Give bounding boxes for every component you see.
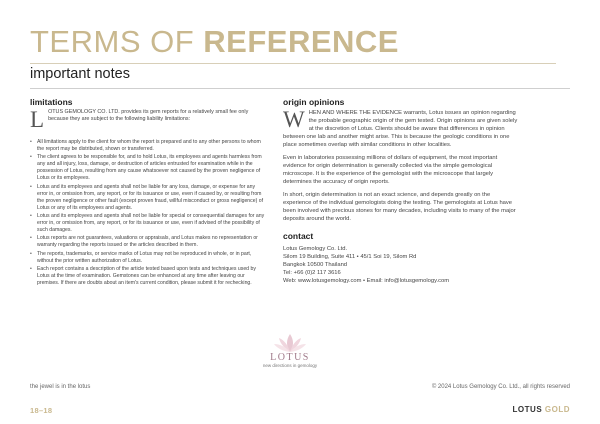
limitations-intro: [30, 109, 267, 130]
title-bold: REFERENCE: [203, 24, 399, 59]
origin-paragraph-2: Even in laboratories possessing millions of dollars of equipment, the most important evidence for origin determination is generally collected via the simple gemological microscope. It is the experience of the gemologist with the microscope that largely determines the accuracy of origin reports.: [283, 155, 498, 185]
contact-company: Lotus Gemology Co. Ltd.: [283, 246, 348, 252]
limitations-list: [30, 139, 267, 287]
limitations-heading: limitations: [30, 97, 73, 107]
logo-name: LOTUS: [270, 352, 310, 363]
brand-lotus: LOTUS: [512, 405, 543, 414]
page-title: [30, 22, 399, 62]
contact-heading: contact: [283, 231, 314, 241]
origin-paragraph-3: In short, origin determination is not an exact science, and depends greatly on the experience of the individual gemologists doing the testing. The gemologists at Lotus have been involved with precious stones for many decades, including visits to many of the major deposits around the world.: [283, 192, 516, 222]
list-item: • Lotus and its employees and agents shall not be liable for any loss, damage, or expense for any error in, or omission from, any report, or for its issuance or use, even if caused by, or resulting from the proven negligence or other fault (except proven fraud, willful misconduct or gross negligence) of Lotus or any of its employees and agents.: [30, 184, 267, 212]
list-item: • Lotus reports are not guarantees, valuations or appraisals, and Lotus makes no representation or warranty regarding the reports issued or the articles described in them.: [30, 235, 267, 249]
lotus-flower-icon: [273, 332, 307, 354]
list-item: • Lotus and its employees and agents shall not be liable for special or consequential damages for any error in, or omission from, any report, or for its issuance or use, even if advised of the possibility of such damages.: [30, 213, 267, 234]
page-number: 18–18: [30, 406, 53, 415]
origin-intro: [283, 109, 519, 149]
list-item: • The reports, trademarks, or service marks of Lotus may not be reproduced in whole, or in part, without the prior written authorization of Lotus.: [30, 251, 267, 265]
origin-dropcap: W: [283, 107, 305, 132]
logo-tagline: new directions in gemology: [262, 363, 318, 368]
origin-heading: origin opinions: [283, 97, 345, 107]
contact-block: [283, 245, 519, 285]
contact-web-email: Web: www.lotusgemology.com • Email: info@lotusgemology.com: [283, 278, 450, 284]
limitations-section: [30, 97, 267, 288]
brand-gold: GOLD: [544, 405, 570, 414]
limitations-intro-text: OTUS GEMOLOGY CO. LTD. provides its gem reports for a relatively small fee only because they are subject to the following liability limitations:: [48, 109, 249, 123]
list-item: • All limitations apply to the client for whom the report is prepared and to any other persons to whom the report may be distributed, shown or transferred.: [30, 139, 267, 153]
origin-intro-text: HEN AND WHERE THE EVIDENCE warrants, Lotus issues an opinion regarding the probable geographic origin of the gem tested. Origin opinions are given solely at the discretion of Lotus. Clients should be aware that differences in opinion between one lab and another might arise. This is because the geologic conditions in one place sometimes overlap with similar conditions in other localities.: [283, 110, 518, 148]
footer-tagline: the jewel is in the lotus: [30, 384, 91, 390]
origin-section: [283, 97, 519, 285]
title-light: TERMS OF: [30, 24, 195, 59]
contact-phone: Tel: +66 (0)2 117 3616: [283, 270, 341, 276]
limitations-dropcap: L: [30, 107, 45, 132]
lotus-logo: [245, 332, 335, 369]
list-item: • Each report contains a description of the article tested based upon tests and techniques used by Lotus at the time of examination. Gemstones can be enhanced at any time after leaving our premises. If there are doubts about an item's current condition, please submit it for rechecking.: [30, 266, 267, 287]
list-item: • The client agrees to be responsible for, and to hold Lotus, its employees and agents harmless from any and all injury, loss, damage, or destruction of articles entrusted for examination while in the possession of Lotus, resulting from any cause whatsoever not caused by the proven negligence of Lotus or its employees.: [30, 154, 267, 182]
contact-address-2: Bangkok 10500 Thailand: [283, 262, 348, 268]
subtitle-divider: [30, 88, 570, 89]
footer-brand: [513, 405, 570, 414]
contact-address-1: Silom 19 Building, Suite 411 • 45/1 Soi 19, Silom Rd: [283, 254, 417, 260]
footer-copyright: © 2024 Lotus Gemology Co. Ltd., all rights reserved: [431, 384, 570, 390]
page-subtitle: important notes: [30, 66, 130, 82]
